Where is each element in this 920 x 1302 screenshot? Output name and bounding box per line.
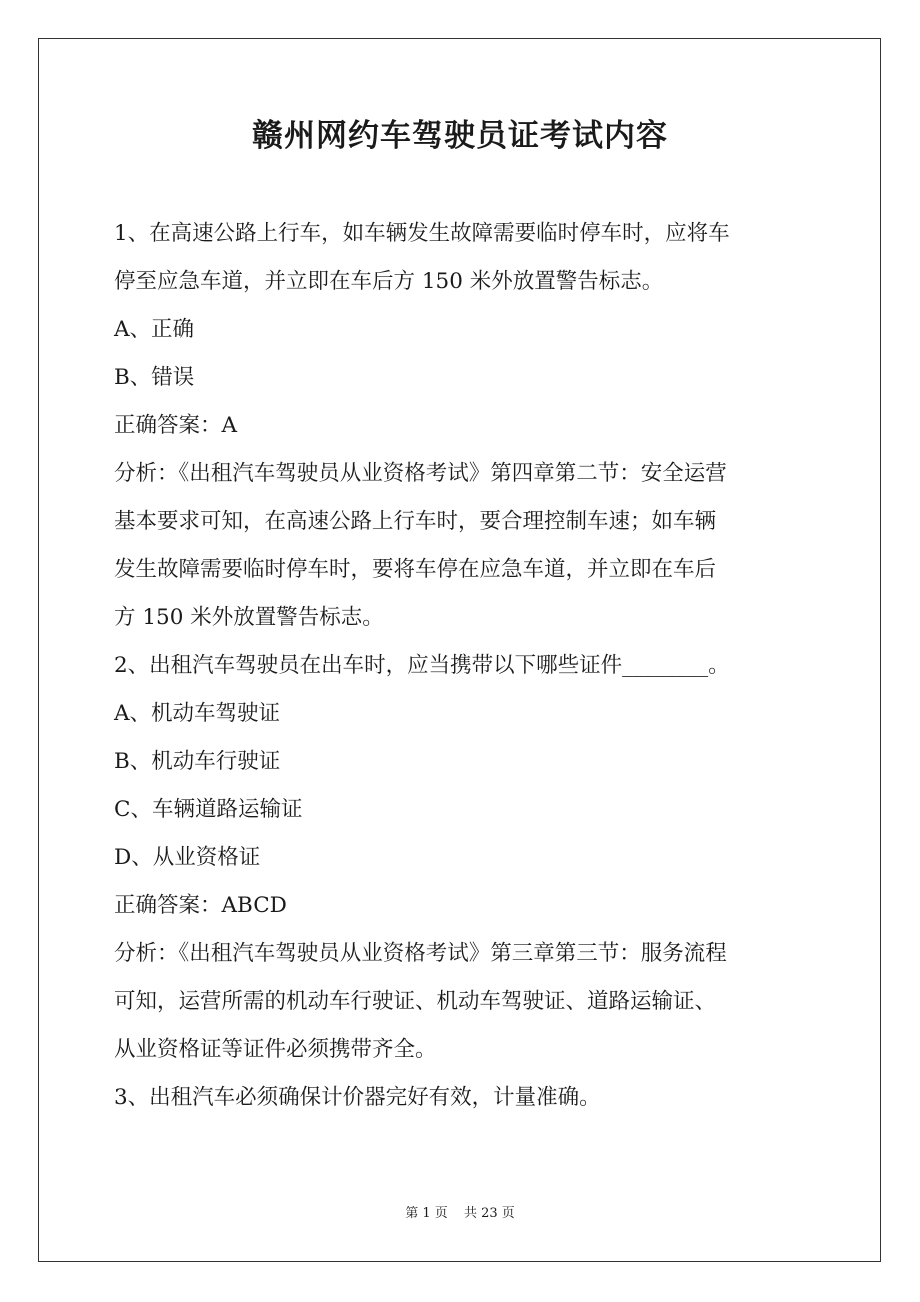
question-2-option-b: B、机动车行驶证 xyxy=(114,749,281,774)
document-title: 赣州网约车驾驶员证考试内容 xyxy=(252,118,668,154)
question-1-line-2: 停至应急车道，并立即在车后方 150 米外放置警告标志。 xyxy=(114,269,664,294)
question-2-analysis-line-3: 从业资格证等证件必须携带齐全。 xyxy=(114,1037,437,1062)
document-body xyxy=(114,210,824,1122)
question-2-line-1: 2、出租汽车驾驶员在出车时，应当携带以下哪些证件________。 xyxy=(114,653,730,678)
question-1-analysis-line-4: 方 150 米外放置警告标志。 xyxy=(114,605,384,630)
question-2-option-c: C、车辆道路运输证 xyxy=(114,797,303,822)
question-2-option-a: A、机动车驾驶证 xyxy=(114,701,281,726)
question-2-answer: 正确答案：ABCD xyxy=(114,893,287,918)
page-total: 共 23 页 xyxy=(463,1206,515,1221)
question-3-line-1: 3、出租汽车必须确保计价器完好有效，计量准确。 xyxy=(114,1085,601,1110)
question-1-analysis-line-2: 基本要求可知，在高速公路上行车时，要合理控制车速；如车辆 xyxy=(114,509,717,534)
page-number: 第 1 页 xyxy=(405,1206,448,1221)
question-1-option-a: A、正确 xyxy=(114,317,195,342)
question-2-analysis-line-1: 分析：《出租汽车驾驶员从业资格考试》第三章第三节：服务流程 xyxy=(114,941,727,966)
question-1-answer: 正确答案：A xyxy=(114,413,238,438)
question-1-analysis-line-1: 分析：《出租汽车驾驶员从业资格考试》第四章第二节：安全运营 xyxy=(114,461,727,486)
page-footer xyxy=(0,1204,920,1224)
question-2-option-d: D、从业资格证 xyxy=(114,845,261,870)
question-1-line-1: 1、在高速公路上行车，如车辆发生故障需要临时停车时，应将车 xyxy=(114,221,730,246)
question-1-analysis-line-3: 发生故障需要临时停车时，要将车停在应急车道，并立即在车后 xyxy=(114,557,717,582)
question-1-option-b: B、错误 xyxy=(114,365,195,390)
question-2-analysis-line-2: 可知，运营所需的机动车行驶证、机动车驾驶证、道路运输证、 xyxy=(114,989,717,1014)
